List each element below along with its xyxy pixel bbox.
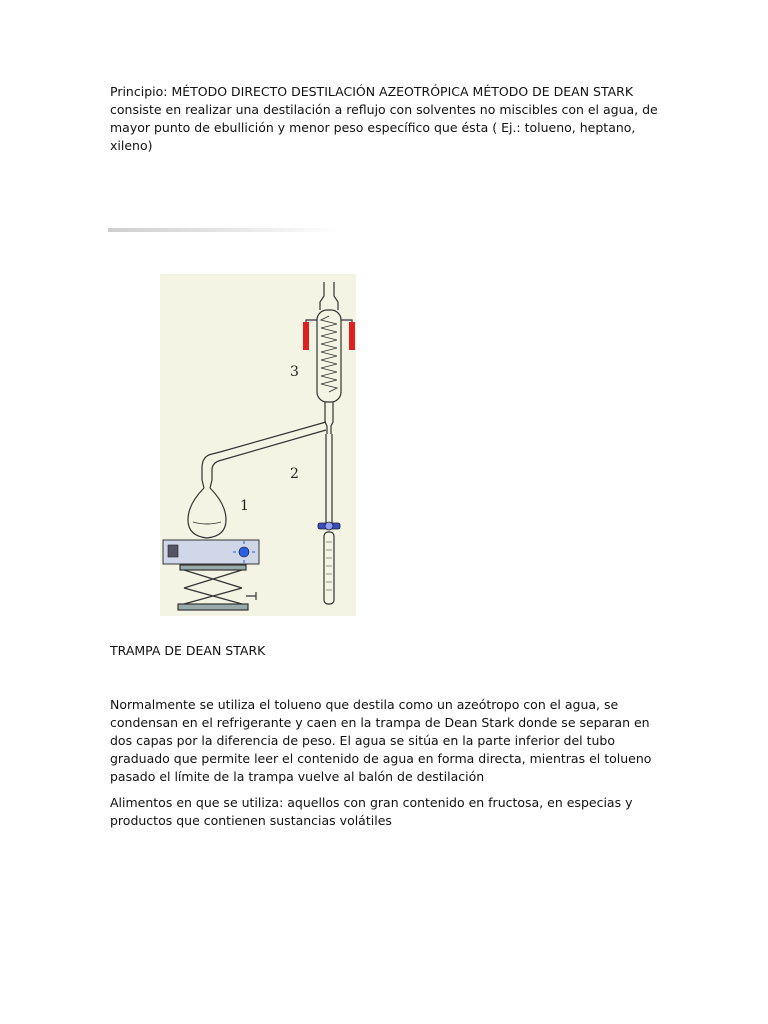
hot-plate <box>163 540 259 564</box>
label-trap: 2 <box>290 466 299 482</box>
body-paragraph: Normalmente se utiliza el tolueno que destila como un azeótropo con el agua, se condensan en el refrigerante y caen en la trampa de Dean Stark donde se separan en dos capas por la diferencia de peso. El agua se sitúa en la parte inferior del tubo graduado que permite leer el contenido de agua en forma directa, mientras el tolueno pasado el límite de la trampa vuelve al balón de destilación <box>110 697 652 784</box>
condenser-coil <box>321 316 337 392</box>
lab-jack <box>178 565 256 610</box>
side-arm <box>202 422 326 480</box>
label-flask: 1 <box>240 498 249 514</box>
dean-stark-apparatus-figure <box>160 274 356 616</box>
intro-paragraph: Principio: MÉTODO DIRECTO DESTILACIÓN AZEOTRÓPICA MÉTODO DE DEAN STARK consiste en realizar una destilación a reflujo con solventes no miscibles con el agua, de mayor punto de ebullición y menor peso específico que ésta ( Ej.: tolueno, heptano, xileno) <box>110 84 658 153</box>
stopcock-valve <box>318 522 340 530</box>
trap-tube <box>326 434 332 528</box>
graduated-tube <box>324 532 334 604</box>
horizontal-rule <box>108 228 336 232</box>
figure-caption: TRAMPA DE DEAN STARK <box>110 643 266 658</box>
label-condenser: 3 <box>290 364 299 380</box>
foods-paragraph: Alimentos en que se utiliza: aquellos con gran contenido en fructosa, en especias y productos que contienen sustancias volátiles <box>110 795 633 828</box>
coolant-outlet <box>349 322 355 350</box>
condenser-top-joint <box>320 282 338 310</box>
coolant-inlet <box>303 322 309 350</box>
round-bottom-flask <box>188 488 226 538</box>
